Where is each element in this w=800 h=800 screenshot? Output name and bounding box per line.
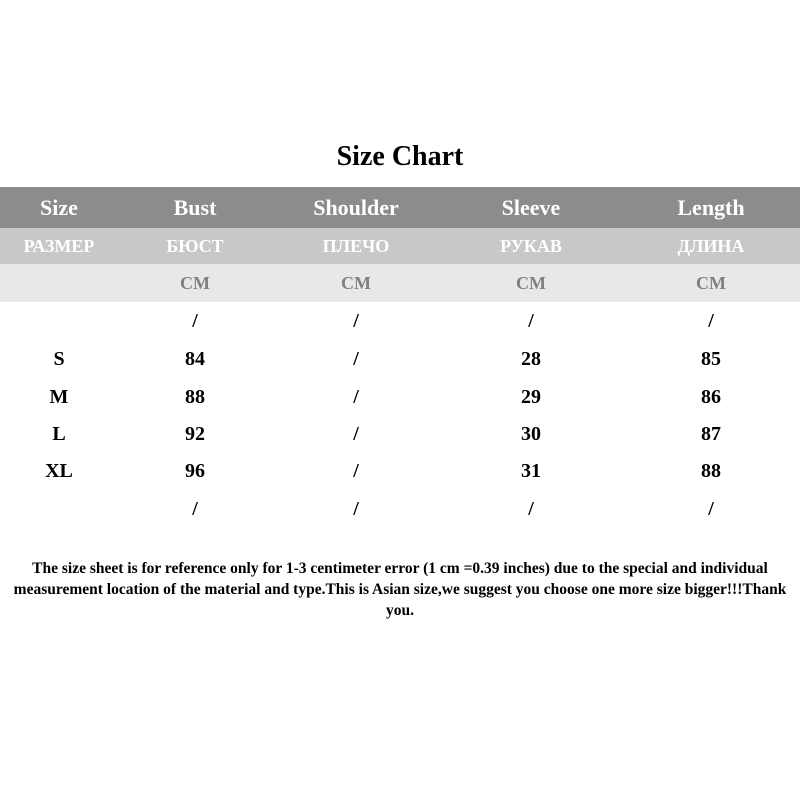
- header-shoulder: Shoulder: [313, 194, 399, 220]
- shoulder-cell: /: [353, 422, 359, 445]
- unit-bust: CM: [180, 272, 210, 293]
- header-bust: Bust: [173, 194, 217, 220]
- size-cell: L: [52, 422, 66, 445]
- bust-cell: 92: [185, 422, 205, 445]
- sleeve-cell: 28: [521, 347, 541, 370]
- length-cell: /: [708, 309, 714, 332]
- table-row: [0, 302, 800, 340]
- size-disclaimer-note: The size sheet is for reference only for 1-3 centimeter error (1 cm =0.39 inches) due to the special and individual measurement location of the material and type.This is Asian size,we suggest you choose one more size bigger!!!Thank you.: [13, 560, 787, 619]
- bust-cell: 88: [185, 385, 205, 408]
- shoulder-cell: /: [353, 497, 359, 520]
- length-cell: /: [708, 497, 714, 520]
- sleeve-cell: 31: [521, 459, 541, 482]
- header-shoulder-russian: ПЛЕЧО: [322, 235, 390, 256]
- unit-size: [18, 264, 100, 302]
- unit-sleeve: CM: [516, 272, 546, 293]
- table-units-row: [0, 264, 800, 302]
- header-bust-russian: БЮСТ: [166, 235, 224, 256]
- shoulder-cell: /: [353, 347, 359, 370]
- header-sleeve-russian: РУКАВ: [500, 235, 562, 256]
- shoulder-cell: /: [353, 309, 359, 332]
- table-row: [0, 490, 800, 528]
- size-cell: S: [53, 347, 65, 370]
- sleeve-cell: /: [528, 309, 534, 332]
- size-cell: [18, 490, 100, 528]
- sleeve-cell: /: [528, 497, 534, 520]
- table-header-row: [0, 187, 800, 228]
- header-length: Length: [677, 194, 745, 220]
- bust-cell: /: [192, 497, 198, 520]
- length-cell: 88: [701, 459, 721, 482]
- bust-cell: 96: [185, 459, 205, 482]
- header-length-russian: ДЛИНА: [677, 235, 745, 256]
- size-cell: XL: [45, 459, 73, 482]
- header-sleeve: Sleeve: [501, 194, 561, 220]
- header-size-russian: РАЗМЕР: [23, 235, 95, 256]
- bust-cell: 84: [185, 347, 205, 370]
- unit-length: CM: [696, 272, 726, 293]
- table-row: [0, 340, 800, 378]
- header-size: Size: [40, 194, 78, 220]
- unit-shoulder: CM: [341, 272, 371, 293]
- bust-cell: /: [192, 309, 198, 332]
- shoulder-cell: /: [353, 459, 359, 482]
- length-cell: 87: [701, 422, 721, 445]
- table-row: [0, 415, 800, 453]
- page-title: Size Chart: [336, 141, 464, 172]
- length-cell: 85: [701, 347, 721, 370]
- table-russian-header-row: [0, 228, 800, 264]
- size-cell: [18, 302, 100, 340]
- sleeve-cell: 29: [521, 385, 541, 408]
- length-cell: 86: [701, 385, 721, 408]
- shoulder-cell: /: [353, 385, 359, 408]
- table-row: [0, 452, 800, 490]
- table-row: [0, 378, 800, 416]
- sleeve-cell: 30: [521, 422, 541, 445]
- size-cell: M: [49, 385, 69, 408]
